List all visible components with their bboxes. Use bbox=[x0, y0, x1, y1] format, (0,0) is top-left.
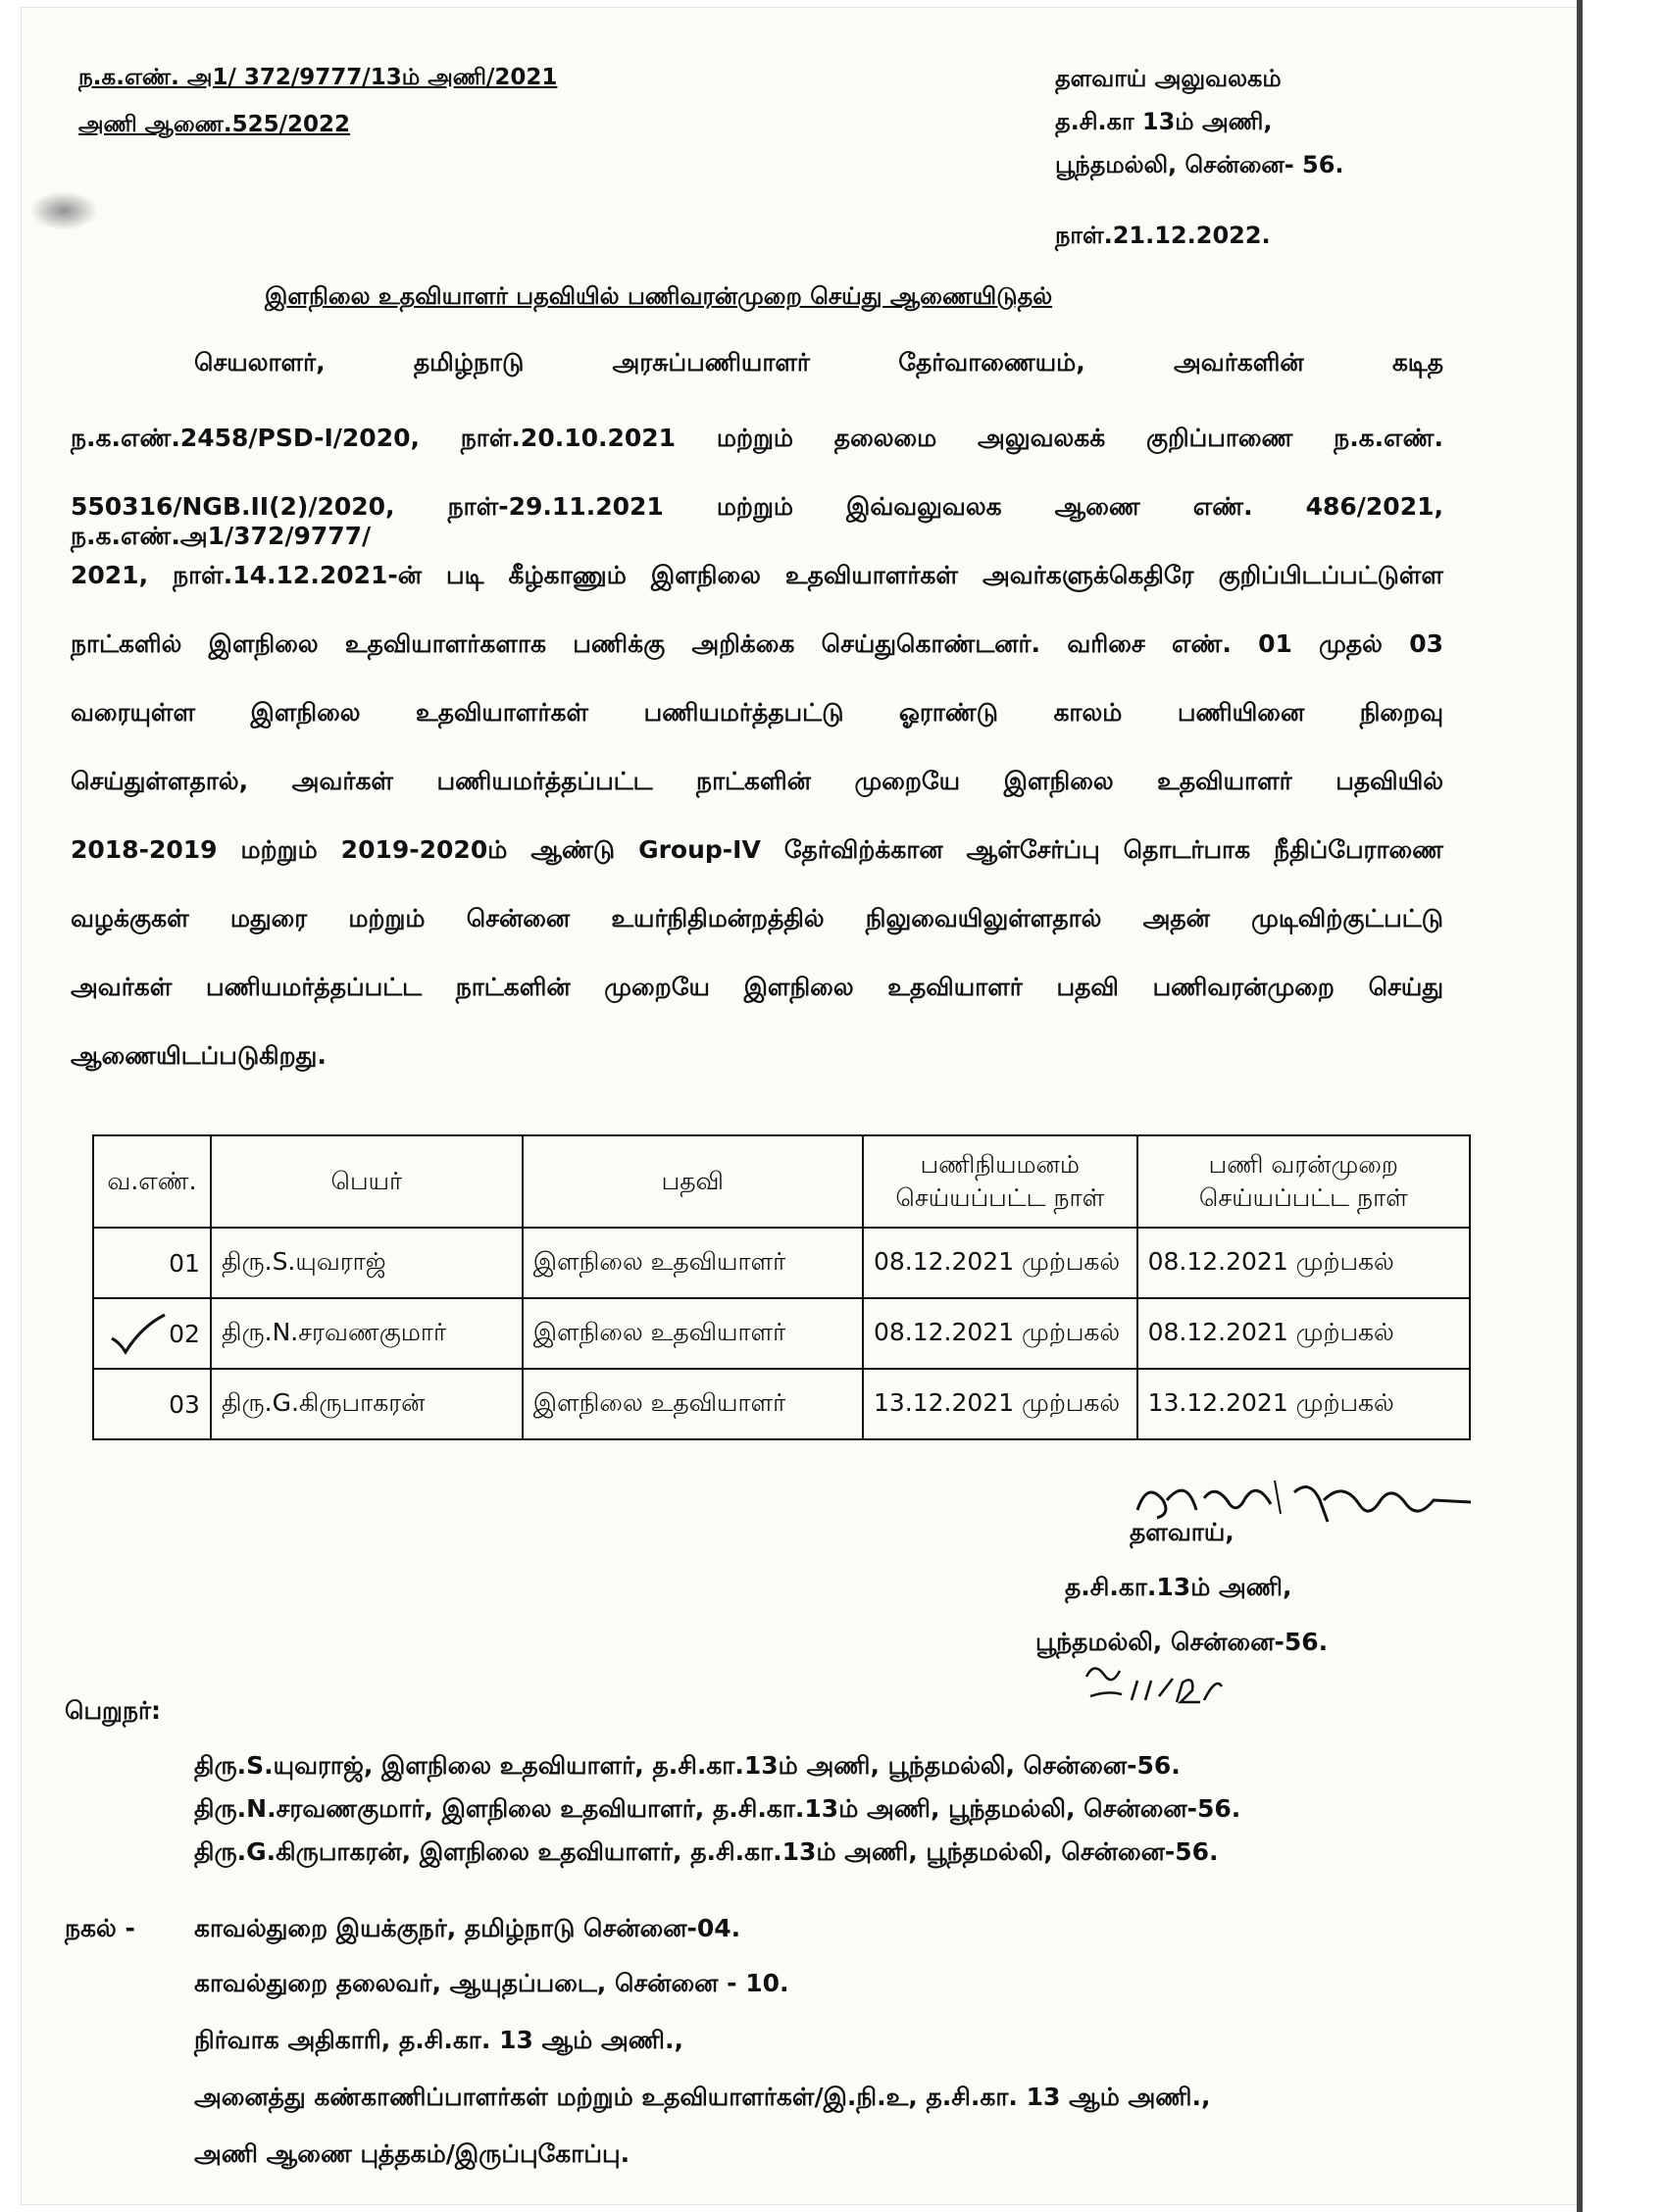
table-header-row bbox=[93, 1135, 1470, 1228]
column-header-post: பதவி bbox=[523, 1135, 863, 1228]
document-subject: இளநிலை உதவியாளர் பதவியில் பணிவரன்முறை செய்து ஆணையிடுதல் bbox=[265, 282, 1053, 310]
reference-number: ந.க.எண். அ1/ 372/9777/13ம் அணி/2021 bbox=[78, 65, 558, 90]
copy-item: நிர்வாக அதிகாரி, த.சி.கா. 13 ஆம் அணி., bbox=[194, 2026, 683, 2054]
column-header-name: பெயர் bbox=[211, 1135, 523, 1228]
regularisation-date-cell: 08.12.2021 முற்பகல் bbox=[1137, 1228, 1470, 1298]
column-header-regularisation-date bbox=[1137, 1135, 1470, 1228]
office-name: தளவாய் அலுவலகம் bbox=[1055, 65, 1282, 92]
column-header-appointment-date bbox=[863, 1135, 1137, 1228]
ink-smudge bbox=[29, 191, 98, 230]
order-number: அணி ஆணை.525/2022 bbox=[78, 112, 351, 137]
header-line: பணி வரன்முறை bbox=[1208, 1150, 1398, 1179]
body-line: நாட்களில் இளநிலை உதவியாளர்களாக பணிக்கு அறிக்கை செய்துகொண்டனர். வரிசை எண். 01 முதல் 03 bbox=[71, 629, 1443, 658]
serial-cell: 01 bbox=[93, 1228, 211, 1298]
page-edge-shadow bbox=[1577, 0, 1583, 2212]
serial-value: 02 bbox=[169, 1319, 200, 1348]
table-row bbox=[93, 1298, 1470, 1369]
office-unit: த.சி.கா 13ம் அணி, bbox=[1055, 108, 1273, 135]
signatory-unit: த.சி.கா.13ம் அணி, bbox=[1065, 1573, 1292, 1601]
signatory-location: பூந்தமல்லி, சென்னை-56. bbox=[1035, 1628, 1329, 1656]
signatory-title: தளவாய், bbox=[1130, 1518, 1235, 1546]
name-cell: திரு.N.சரவணகுமார் bbox=[211, 1298, 523, 1369]
handwritten-initials-date bbox=[1079, 1657, 1226, 1716]
appointment-date-cell: 08.12.2021 முற்பகல் bbox=[863, 1298, 1137, 1369]
recipients-label: பெறுநர்: bbox=[65, 1696, 162, 1725]
body-line: 550316/NGB.II(2)/2020, நாள்-29.11.2021 மற்றும் இவ்வலுவலக ஆணை எண். 486/2021, ந.க.எண்.அ1/372/9777/ bbox=[71, 492, 1443, 550]
serial-cell bbox=[93, 1298, 211, 1369]
document-date: நாள்.21.12.2022. bbox=[1055, 222, 1271, 249]
header-line: பணிநியமனம் bbox=[920, 1150, 1080, 1179]
copy-item: அனைத்து கண்காணிப்பாளர்கள் மற்றும் உதவியாளர்கள்/இ.நி.உ, த.சி.கா. 13 ஆம் அணி., bbox=[194, 2083, 1211, 2111]
post-cell: இளநிலை உதவியாளர் bbox=[523, 1298, 863, 1369]
body-line: 2018-2019 மற்றும் 2019-2020ம் ஆண்டு Group-IV தேர்விற்க்கான ஆள்சேர்ப்பு தொடர்பாக நீதிப்பேராணை bbox=[71, 835, 1443, 864]
name-cell: திரு.S.யுவராஜ் bbox=[211, 1228, 523, 1298]
column-header-serial: வ.எண். bbox=[93, 1135, 211, 1228]
regularisation-date-cell: 08.12.2021 முற்பகல் bbox=[1137, 1298, 1470, 1369]
header-line: செய்யப்பட்ட நாள் bbox=[895, 1183, 1105, 1212]
body-line: அவர்கள் பணியமர்த்தப்பட்ட நாட்களின் முறையே இளநிலை உதவியாளர் பதவி பணிவரன்முறை செய்து bbox=[71, 973, 1443, 1001]
copy-item: காவல்துறை தலைவர், ஆயுதப்படை, சென்னை - 10. bbox=[194, 1969, 789, 1997]
recipient-item: திரு.N.சரவணகுமார், இளநிலை உதவியாளர், த.சி.கா.13ம் அணி, பூந்தமல்லி, சென்னை-56. bbox=[194, 1794, 1241, 1823]
name-cell: திரு.G.கிருபாகரன் bbox=[211, 1369, 523, 1439]
recipient-item: திரு.S.யுவராஜ், இளநிலை உதவியாளர், த.சி.கா.13ம் அணி, பூந்தமல்லி, சென்னை-56. bbox=[194, 1751, 1181, 1780]
copy-label: நகல் - bbox=[65, 1914, 135, 1942]
appointment-date-cell: 13.12.2021 முற்பகல் bbox=[863, 1369, 1137, 1439]
document-page bbox=[22, 8, 1579, 2204]
post-cell: இளநிலை உதவியாளர் bbox=[523, 1228, 863, 1298]
post-cell: இளநிலை உதவியாளர் bbox=[523, 1369, 863, 1439]
body-line: ஆணையிடப்படுகிறது. bbox=[71, 1041, 327, 1070]
copy-item: அணி ஆணை புத்தகம்/இருப்புகோப்பு. bbox=[194, 2139, 630, 2168]
table-row bbox=[93, 1228, 1470, 1298]
table-row bbox=[93, 1369, 1470, 1439]
body-line: வரையுள்ள இளநிலை உதவியாளர்கள் பணியமர்த்தபட்டு ஓராண்டு காலம் பணியினை நிறைவு bbox=[71, 698, 1443, 727]
recipient-item: திரு.G.கிருபாகரன், இளநிலை உதவியாளர், த.சி.கா.13ம் அணி, பூந்தமல்லி, சென்னை-56. bbox=[194, 1837, 1219, 1866]
body-line: வழக்குகள் மதுரை மற்றும் சென்னை உயர்நிதிமன்றத்தில் நிலுவையிலுள்ளதால் அதன் முடிவிற்குட்பட்டு bbox=[71, 904, 1443, 932]
regularisation-date-cell: 13.12.2021 முற்பகல் bbox=[1137, 1369, 1470, 1439]
tick-mark-icon bbox=[108, 1313, 167, 1356]
appointment-date-cell: 08.12.2021 முற்பகல் bbox=[863, 1228, 1137, 1298]
copy-item: காவல்துறை இயக்குநர், தமிழ்நாடு சென்னை-04. bbox=[194, 1914, 741, 1942]
office-location: பூந்தமல்லி, சென்னை- 56. bbox=[1055, 151, 1344, 178]
body-line: செய்துள்ளதால், அவர்கள் பணியமர்த்தப்பட்ட நாட்களின் முறையே இளநிலை உதவியாளர் பதவியில் bbox=[71, 767, 1443, 795]
staff-table bbox=[92, 1134, 1471, 1440]
serial-cell: 03 bbox=[93, 1369, 211, 1439]
body-line: 2021, நாள்.14.12.2021-ன் படி கீழ்காணும் இளநிலை உதவியாளர்கள் அவர்களுக்கெதிரே குறிப்பிடப்பட்டுள்ள bbox=[71, 561, 1443, 589]
body-line: செயலாளர், தமிழ்நாடு அரசுப்பணியாளர் தேர்வாணையம், அவர்களின் கடித bbox=[194, 348, 1443, 377]
header-line: செய்யப்பட்ட நாள் bbox=[1198, 1183, 1408, 1212]
body-line: ந.க.எண்.2458/PSD-I/2020, நாள்.20.10.2021 மற்றும் தலைமை அலுவலகக் குறிப்பாணை ந.க.எண். bbox=[71, 424, 1443, 452]
